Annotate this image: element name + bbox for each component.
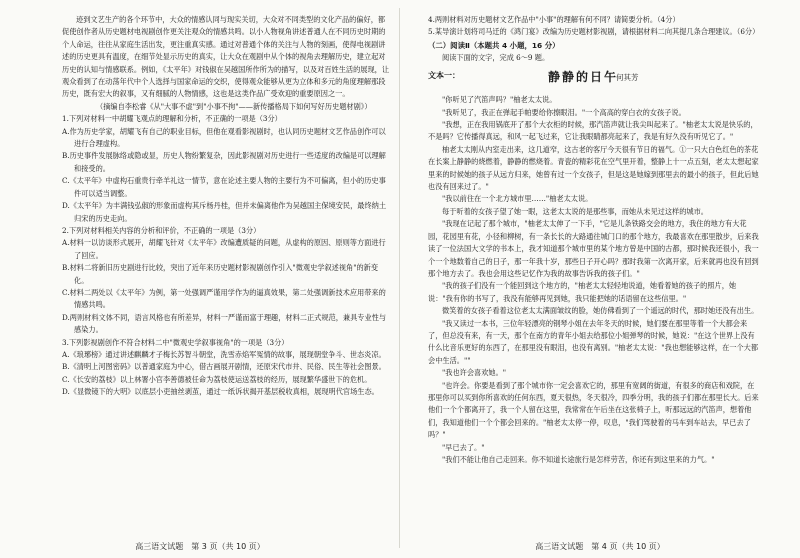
q1-option-a: A.作为历史学家，胡耀飞有自己的职业目标，但他在观看影视剧时，也认同历史题材文艺作品创作可以进行合理虚构。: [62, 126, 386, 149]
story-header: [428, 68, 760, 94]
q1-stem: 1.下列对材料一中胡耀飞观点的理解和分析，不正确的一项是（3分）: [62, 114, 282, 124]
q1-option-c: C.《太平年》中虚构石重贵行牵羊礼这一情节，意在论述主要人物的主要行为不可偏离，但小的历史事件可以适当调整。: [62, 176, 386, 198]
story-paragraph: 柚老太太刚从内室走出来，这几道窄，这古老的客厅今天很有节日的福气。①一只大白色红色的茶花在长案上静静的烧燃着，静静的燃烧着。青瓷的精彩花在空气里开着，整静上十一点五刻，老太太想起家里来的时候她的孩子从远方归来，她曾有过一个女孩子，但是这是她嫁到那里去的最小的孩子，但此后她也没有回来过了。": [428, 144, 759, 192]
story-author: 何其芳: [616, 73, 639, 83]
story-paragraph: 每于听着的女孩子望了她一眼，这老太太说的是那些事，而她从未见过这样的城市。: [442, 206, 708, 216]
left-page-footer: 高三语文试题 第 3 页（共 10 页）: [135, 542, 265, 551]
story-paragraph: "你听见了汽笛声吗？"柚老太太说。: [442, 95, 557, 105]
q3-option-c: C.《长安的荔枝》以上林署小官李善德被任命为荔枝使运送荔枝的经历，展现繁华盛世下的危机。: [62, 374, 372, 384]
section-heading: （二）阅读Ⅱ（本题共 4 小题，16 分）: [428, 40, 560, 50]
q3-stem: 3.下列影视剧创作不符合材料二中"微观史学叙事视角"的一项是（3分）: [62, 337, 289, 347]
intro-paragraph: 迹到文艺生产的各个环节中，大众的情感认同与现实关切，大众对不同类型的文化产品的偏好，都促使创作者从历史题材电视剧创作更关注观众的情感共鸣。以小人物视角讲述普通人在不同历史时期的个人命运，往往从家庭生活出发，更注重真实感。通过对普通个体的关注与人物的刻画，使得电视剧讲述的历史更具有温度，在细节处显示历史的真实，让大众在观剧中从个体的视角去理解历史，建立起对历史的认知与情感联系。例如，《太平年》对钱俶在吴越国所作所为的描写，以及对百姓生活的展现，让观众看到了在动荡年代中个人选择与国家命运的交织，使得观众能够从更为立体和多元的角度理解那段历史，既有宏大的叙事，又有细腻的人物情感，这也是这类作品广受欢迎的重要原因之一。: [62, 15, 390, 99]
question-4: 4.两则材料对历史题材文艺作品中"小事"的理解有何不同？请简要分析。（4分）: [428, 15, 680, 24]
q2-option-c: C.材料二两处以《太平年》为例，第一处强调严谨用学作为的逼真效果，第二处强调新技术应用带来的情感共鸣。: [62, 287, 386, 310]
story-paragraph: "我想，正在我用锅底开了那个大衣柜的时候，那汽笛声就让我尖叫起来了。"柚老太太说是快乐的，不是吗？它传播得真远，和风一起飞过来，它让我眼睛都亮起来了，我是有好久没有听见它了。": [428, 120, 758, 142]
story-paragraph: "早已去了。": [442, 442, 485, 452]
reading-instruction: 阅读下面的文字，完成 6～9 题。: [442, 52, 550, 62]
right-page: [400, 0, 800, 558]
story-paragraph: "我又读过一本书，三位年轻漂亮的钢琴小姐在去年冬天的时候，她们要在那里等着一个大都会来了，但总没有来，有一天，那个在南方的青年小姐去给那位小姐弹琴的时候，她说："在这个世界上没有什么比音乐更好的东西了，在那里没有眼泪，也没有离别。"柚老太太说："我也想能够这样，在一个大都会中生活。"": [428, 318, 759, 365]
story-paragraph: "我们不能让他自己走回来。你不知道长途旅行是怎样劳苦，你还有到这里来的力气。": [442, 455, 715, 464]
q2-option-a: A.材料一以访谈形式展开，胡耀飞针对《太平年》改编遭质疑的问题，从虚构的原因、原则等方面进行了回应。: [62, 238, 386, 260]
right-page-footer: 高三语文试题 第 4 页（共 10 页）: [535, 542, 665, 551]
story-paragraph: "也许会。你要是看到了那个城市你一定会喜欢它的，那里有宽阔的街道，有很多的商店和戏院，在那里你可以买到你所喜欢的任何东西，夏天很热，冬天很冷，四季分明，我的孩子们都在那里长大。后来他们一个个都离开了，我一个人留在这里，我常常在午后坐在这张椅子上，听那远远的汽笛声，想着他们，我知道他们一个个都会回来的。"柚老太太停一停，叹息，"我们驾驶着的马车到车站去，早已去了吗？": [428, 380, 759, 440]
question-5: 5.某导演计划将司马迁的《鸿门宴》改编为历史题材影视剧，请根据材料二向其提几条合理建议。（6分）: [428, 27, 760, 37]
story-paragraph: 微笑着的女孩子看着这位老太太满面皱纹的脸，她仿佛看到了一个遥远的时代，那时她还没有出生。: [442, 306, 759, 316]
story-paragraph: "我以前住在一个北方城市里……"柚老太太说。: [442, 194, 593, 204]
story-paragraph: "我也许会喜欢她。": [442, 368, 507, 378]
q1-option-d: D.《太平年》为丰满钱弘俶的形象而虚构其斥杨丹桂，但并未偏离他作为吴越国主保境安民，最终纳土归宋的历史走向。: [62, 201, 387, 223]
story-paragraph: "我听见了，我正在弹起手帕要给你擦眼泪。"一个高高的穿白衣的女孩子说。: [442, 107, 686, 117]
q3-option-d: D.《显微镜下的大明》以底层小吏抽丝剥茧，通过一纸诉状揭开基层税收真相，展现明代官场生态。: [62, 387, 379, 397]
text-label: 文本一：: [428, 71, 460, 81]
q2-option-b: B.材料二将新旧历史剧进行比较，突出了近年来历史题材影视剧创作引入"微观史学叙述视角"的新变化。: [62, 263, 379, 285]
q3-option-b: B.《清明上河图密码》以普通家庭为中心，借古画展开剧情，还原宋代市井、民俗、民生等社会图景。: [62, 362, 386, 372]
story-paragraph: "我的孩子们没有一个能回到这个地方的，"柚老太太轻轻地说道，她看着她的孩子的照片，她说："我有你的书写了，我没有能够再见到她，我只能把她的话语留在这些信里。": [428, 281, 737, 303]
q1-option-b: B.历史事件发展脉络或隐或显，历史人物纷繁复杂，因此影视剧对历史进行一些适度的改编是可以理解和接受的。: [62, 151, 386, 173]
story-title: 静静的日午: [548, 70, 619, 85]
q2-stem: 2.下列对材料相关内容的分析和评价，不正确的一项是（3分）: [62, 225, 261, 235]
story-paragraph: "我现在记起了那个城市，"柚老太太伸了一下手，"它是儿条铁路交会的地方，我住的地方有大花园，花园里有花，小径和柳树，有一条长长的大路通往城门口的那个地方，我最喜欢在那里散步，后来我读了一位法国大文学的书本上，我才知道那个城市里的某个地方曾是中国的古都，那时候我还很小，我一个一个地数着自己的日子，那一年我十岁，那些日子开心吗？那时我第一次离开家，后来就再也没有回到那个地方去了。我也会用这些记忆作为我的故事告诉我的孩子们。": [428, 219, 759, 278]
source-citation: （摘编自李松睿《从"大事不虚"到"小事不拘"——新传播格局下如何写好历史题材剧》）: [96, 101, 372, 111]
q2-option-d: D.两则材料文体不同，语言风格也有所差异，材料一严谨而富于理趣，材料二正式规范，兼具专业性与感染力。: [62, 312, 387, 335]
q3-option-a: A.《琅琊榜》通过讲述麒麟才子梅长苏智斗朝堂，洗雪赤焰军冤情的故事，展现朝堂争斗、世态炎凉。: [62, 349, 386, 359]
